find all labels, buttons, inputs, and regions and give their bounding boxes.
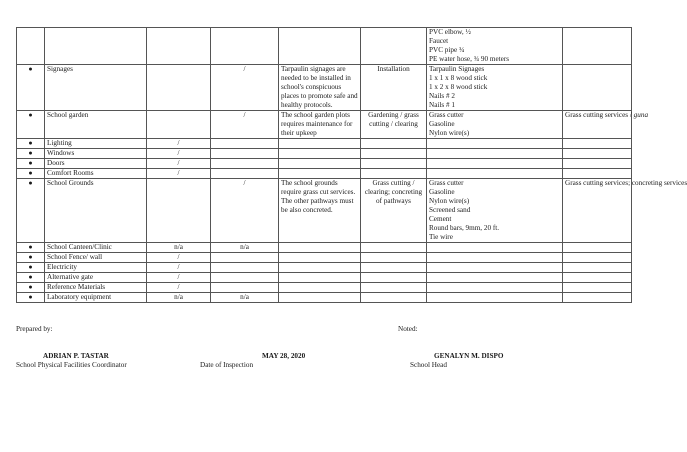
requirement-cell	[361, 273, 427, 283]
facility-name-cell	[45, 28, 147, 65]
description-cell	[279, 273, 361, 283]
cell-line: PVC pipe ¾	[429, 46, 465, 54]
materials-cell	[427, 179, 563, 243]
status-mark-cell: /	[211, 179, 279, 243]
bullet-cell: ●	[17, 253, 45, 263]
table-row	[17, 179, 632, 243]
table-row	[17, 283, 632, 293]
description-cell	[279, 149, 361, 159]
status-mark-cell	[211, 253, 279, 263]
table-row	[17, 243, 632, 253]
description-cell	[279, 111, 361, 139]
table-row	[17, 253, 632, 263]
description-cell	[279, 253, 361, 263]
facility-name-cell: Laboratory equipment	[45, 293, 147, 303]
services-cell	[563, 273, 632, 283]
materials-cell	[427, 111, 563, 139]
services-cell	[563, 65, 632, 111]
bullet-cell: ●	[17, 169, 45, 179]
materials-cell	[427, 243, 563, 253]
status-mark-cell	[211, 263, 279, 273]
status-mark-cell	[147, 111, 211, 139]
status-mark-cell: /	[147, 139, 211, 149]
requirement-cell	[361, 169, 427, 179]
facility-name-cell: School Fence/ wall	[45, 253, 147, 263]
status-mark-cell: n/a	[147, 243, 211, 253]
services-cell	[563, 149, 632, 159]
materials-cell	[427, 159, 563, 169]
bullet-cell: ●	[17, 273, 45, 283]
status-mark-cell	[211, 149, 279, 159]
cell-line: 1 x 1 x 8 wood stick	[429, 74, 488, 82]
cell-line: Cement	[429, 215, 452, 223]
description-cell	[279, 283, 361, 293]
facility-name-cell: Windows	[45, 149, 147, 159]
requirement-cell	[361, 28, 427, 65]
table-row	[17, 139, 632, 149]
services-cell	[563, 28, 632, 65]
requirement-cell	[361, 179, 427, 243]
table-row	[17, 273, 632, 283]
status-mark-cell	[211, 273, 279, 283]
table-row	[17, 28, 632, 65]
bullet-cell: ●	[17, 159, 45, 169]
cell-line: Nylon wire(s)	[429, 197, 470, 205]
requirement-cell	[361, 139, 427, 149]
services-cell	[563, 159, 632, 169]
facilities-table	[16, 27, 687, 303]
status-mark-cell	[211, 159, 279, 169]
status-mark-cell	[211, 283, 279, 293]
services-cell	[563, 263, 632, 273]
description-cell	[279, 169, 361, 179]
cell-line: Grass cutting / clearing; concreting of pathways	[364, 179, 423, 205]
table-row	[17, 159, 632, 169]
requirement-cell	[361, 243, 427, 253]
cell-line: Gasoline	[429, 120, 455, 128]
bullet-cell: ●	[17, 293, 45, 303]
requirement-cell	[361, 65, 427, 111]
description-cell	[279, 293, 361, 303]
materials-cell	[427, 169, 563, 179]
cell-line: Screened sand	[429, 206, 471, 214]
services-cell	[563, 169, 632, 179]
requirement-cell	[361, 253, 427, 263]
cell-line: Nails # 1	[429, 101, 455, 109]
cell-line: PVC elbow, ½	[429, 28, 471, 36]
facility-name-cell: Alternative gate	[45, 273, 147, 283]
status-mark-cell	[211, 28, 279, 65]
description-cell	[279, 159, 361, 169]
description-cell	[279, 65, 361, 111]
bullet-cell: ●	[17, 263, 45, 273]
bullet-cell: ●	[17, 149, 45, 159]
noted-label: Noted:	[398, 325, 418, 333]
status-mark-cell: /	[211, 111, 279, 139]
status-mark-cell	[147, 28, 211, 65]
services-cell	[563, 111, 649, 139]
cell-line: Round bars, 9mm, 20 ft.	[429, 224, 500, 232]
materials-cell	[427, 253, 563, 263]
requirement-cell	[361, 159, 427, 169]
materials-cell	[427, 65, 563, 111]
cell-line: 1 x 2 x 8 wood stick	[429, 83, 488, 91]
table-row	[17, 263, 632, 273]
facility-name-cell: School Grounds	[45, 179, 147, 243]
status-mark-cell	[147, 65, 211, 111]
description-cell	[279, 243, 361, 253]
materials-cell	[427, 149, 563, 159]
table-row	[17, 65, 632, 111]
school-head-name: GENALYN M. DISPO	[434, 352, 504, 360]
requirement-cell	[361, 111, 427, 139]
table-row	[17, 149, 632, 159]
bullet-cell: ●	[17, 111, 45, 139]
cell-line: PE water hose, ¾ 90 meters	[429, 55, 510, 63]
facility-name-cell: Lighting	[45, 139, 147, 149]
bullet-cell: ●	[17, 243, 45, 253]
cell-line: Installation	[377, 65, 410, 73]
cell-line: Tarpaulin Signages	[429, 65, 485, 73]
status-mark-cell: /	[211, 65, 279, 111]
description-cell	[279, 28, 361, 65]
cell-line: Tie wire	[429, 233, 453, 241]
requirement-cell	[361, 283, 427, 293]
facility-name-cell: Reference Materials	[45, 283, 147, 293]
bullet-cell: ●	[17, 65, 45, 111]
description-cell	[279, 139, 361, 149]
preparer-title: School Physical Facilities Coordinator	[16, 361, 127, 369]
cell-line: Faucet	[429, 37, 449, 45]
status-mark-cell: /	[147, 149, 211, 159]
prepared-by-label: Prepared by:	[16, 325, 53, 333]
preparer-name: ADRIAN P. TASTAR	[43, 352, 109, 360]
inspection-date-label: Date of Inspection	[200, 361, 254, 369]
table-row	[17, 293, 632, 303]
status-mark-cell: n/a	[147, 293, 211, 303]
status-mark-cell	[211, 139, 279, 149]
materials-cell	[427, 139, 563, 149]
status-mark-cell: /	[147, 169, 211, 179]
status-mark-cell: /	[147, 273, 211, 283]
cell-line: Gardening / grass cutting / clearing	[368, 111, 419, 128]
school-head-title: School Head	[410, 361, 447, 369]
bullet-cell: ●	[17, 179, 45, 243]
materials-cell	[427, 273, 563, 283]
status-mark-cell: /	[147, 159, 211, 169]
services-text: Grass cutting services; concreting services	[565, 179, 687, 187]
status-mark-cell: /	[147, 253, 211, 263]
bullet-cell: ●	[17, 139, 45, 149]
status-mark-cell	[147, 179, 211, 243]
facility-name-cell: Doors	[45, 159, 147, 169]
materials-cell	[427, 263, 563, 273]
services-cell	[563, 139, 632, 149]
cell-line: Gasoline	[429, 188, 455, 196]
cell-line: Tarpaulin signages are needed to be installed in school's conspicuous places to promote safe and healthy protocols.	[281, 65, 358, 109]
status-mark-cell: /	[147, 283, 211, 293]
bullet-cell: ●	[17, 283, 45, 293]
status-mark-cell	[211, 169, 279, 179]
services-cell	[563, 243, 632, 253]
table-row	[17, 169, 632, 179]
facility-name-cell: School garden	[45, 111, 147, 139]
facility-name-cell: Signages	[45, 65, 147, 111]
facility-name-cell: Comfort Rooms	[45, 169, 147, 179]
cell-line: Nylon wire(s)	[429, 129, 470, 137]
requirement-cell	[361, 149, 427, 159]
services-text: Grass cutting services /	[565, 111, 634, 119]
table-row	[17, 111, 632, 139]
cell-line: The school grounds require grass cut services. The other pathways must be also concreted.	[281, 179, 356, 214]
materials-cell	[427, 28, 563, 65]
status-mark-cell: n/a	[211, 293, 279, 303]
services-cell	[563, 293, 632, 303]
facility-name-cell: School Canteen/Clinic	[45, 243, 147, 253]
requirement-cell	[361, 293, 427, 303]
cell-line: The school garden plots requires maintenance for their upkeep	[281, 111, 353, 137]
cell-line: Grass cutter	[429, 179, 464, 187]
requirement-cell	[361, 263, 427, 273]
description-cell	[279, 263, 361, 273]
services-cell	[563, 283, 632, 293]
services-cell	[563, 253, 632, 263]
description-cell	[279, 179, 361, 243]
cell-line: Grass cutter	[429, 111, 464, 119]
materials-cell	[427, 293, 563, 303]
services-cell	[563, 179, 687, 243]
status-mark-cell: n/a	[211, 243, 279, 253]
cell-line: Nails # 2	[429, 92, 455, 100]
services-italic-text: guna	[633, 111, 649, 119]
inspection-date: MAY 28, 2020	[262, 352, 306, 360]
facility-name-cell: Electricity	[45, 263, 147, 273]
bullet-cell	[17, 28, 45, 65]
materials-cell	[427, 283, 563, 293]
status-mark-cell: /	[147, 263, 211, 273]
